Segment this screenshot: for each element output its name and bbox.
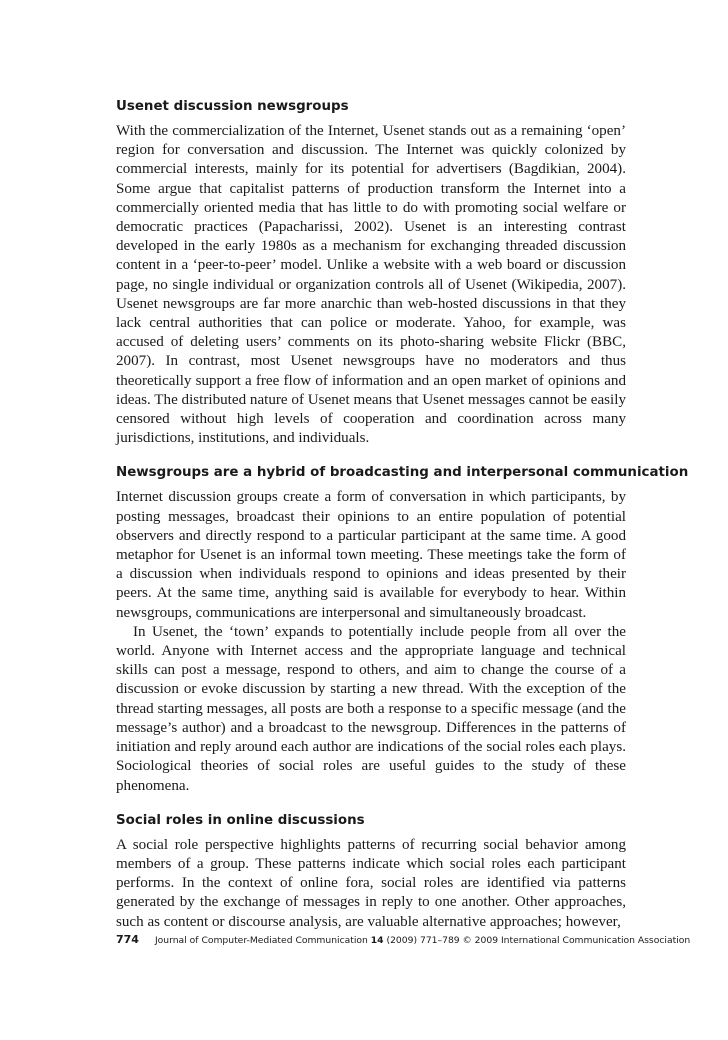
paragraph: Internet discussion groups create a form of conversation in which participants, by posting messages, broadcast their opinions to an entire population of potential observers and directly respond to a particular participant at the same time. A good metaphor for Usenet is an informal town meeting. These meetings take the form of a discussion when individuals respond to opinions and ideas presented by their peers. At the same time, anything said is available for everybody to hear. Within newsgroups, communications are interpersonal and simultaneously broadcast. <box>116 489 626 621</box>
journal-citation <box>155 935 690 946</box>
journal-name: Journal of Computer-Mediated Communication <box>154 935 371 946</box>
paragraph: A social role perspective highlights patterns of recurring social behavior among members of a group. These patterns indicate which social roles each participant performs. In the context of online fora, social roles are identified via patterns generated by the exchange of messages in reply to one another. Other approaches, such as content or discourse analysis, are valuable alternative approaches; however, <box>116 836 626 930</box>
section-social-roles <box>116 812 626 932</box>
section-heading: Usenet discussion newsgroups <box>116 99 349 114</box>
section-heading: Newsgroups are a hybrid of broadcasting and interpersonal communication <box>116 465 689 481</box>
section-usenet-discussion <box>116 98 626 448</box>
journal-volume: 14 <box>370 935 384 946</box>
paragraph: With the commercialization of the Internet, Usenet stands out as a remaining ‘open’ region for conversation and discussion. The Internet was quickly colonized by commercial interests, mainly for its potential for advertisers (Bagdikian, 2004). Some argue that capitalist patterns of production transform the Internet into a commercially oriented media that has little to do with promoting social welfare or democratic practices (Papacharissi, 2002). Usenet is an interesting contrast developed in the early 1980s as a mechanism for exchanging threaded discussion content in a ‘peer-to-peer’ model. Unlike a website with a web board or discussion page, no single individual or organization controls all of Usenet (Wikipedia, 2007). Usenet newsgroups are far more anarchic than web-hosted discussions in that they lack central authorities that can police or moderate. Yahoo, for example, was accused of deleting users’ comments on its photo-sharing website Flickr (BBC, 2007). In contrast, most Usenet newsgroups have no moderators and thus theoretically support a free flow of information and an open market of opinions and ideas. The distributed nature of Usenet means that Usenet messages cannot be easily censored without high levels of cooperation and coordination across many jurisdictions, institutions, and individuals. <box>116 123 626 447</box>
paragraph: In Usenet, the ‘town’ expands to potentially include people from all over the world. Anyone with Internet access and the appropriate language and technical skills can post a message, respond to others, and aim to change the course of a discussion or evoke discussion by starting a new thread. With the exception of the thread starting messages, all posts are both a response to a specific message (and the message’s author) and a broadcast to the newsgroup. Differences in the patterns of initiation and reply around each author are indications of the social roles each plays. Sociological theories of social roles are useful guides to the study of these phenomena. <box>116 623 626 794</box>
section-heading: Social roles in online discussions <box>116 812 365 828</box>
page-footer <box>116 933 691 946</box>
section-newsgroups-hybrid <box>116 464 689 795</box>
article-body <box>116 98 689 948</box>
page-number: 774 <box>116 933 139 946</box>
journal-pages-copyright: (2009) 771–789 © 2009 International Communication Association <box>383 935 691 946</box>
